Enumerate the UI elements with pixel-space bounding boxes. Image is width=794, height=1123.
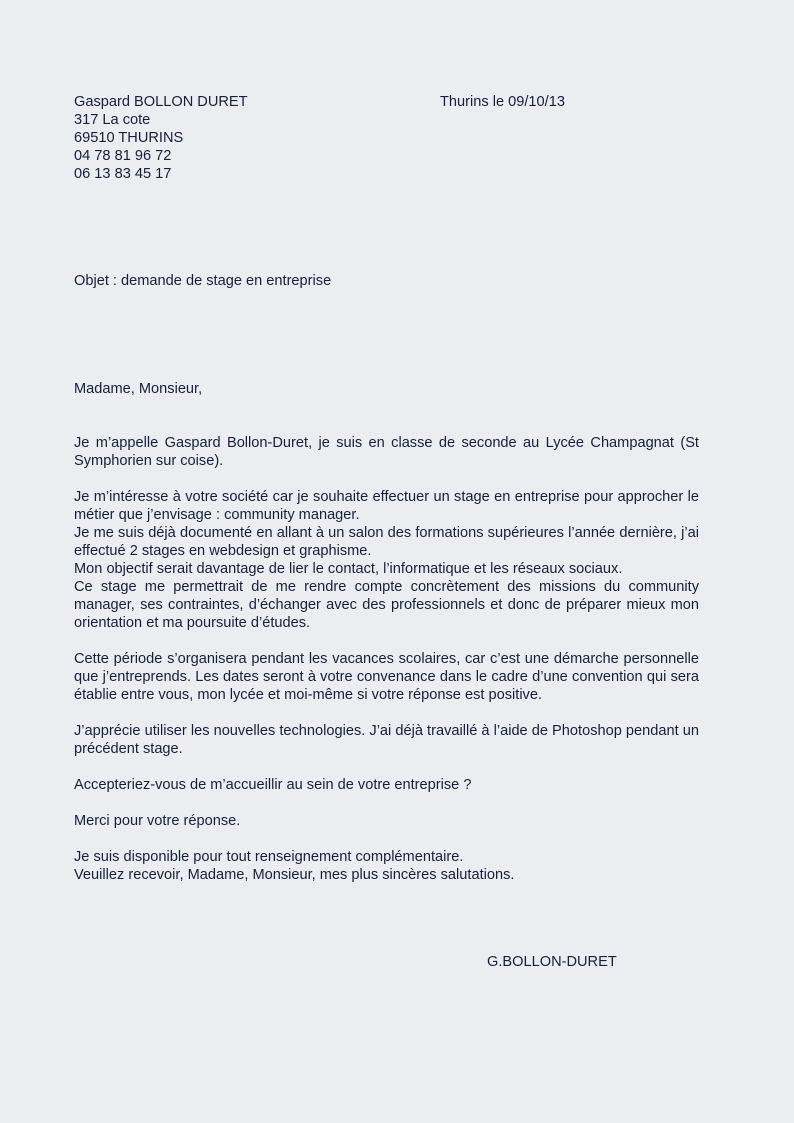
- sender-phone-mobile: 06 13 83 45 17: [74, 166, 172, 182]
- paragraph-thanks: Merci pour votre réponse.: [74, 813, 241, 829]
- paragraph-introduction: Je m’appelle Gaspard Bollon-Duret, je suis en classe de seconde au Lycée Champagnat (St Symphorien sur coise).: [74, 435, 699, 469]
- letter-subject: Objet : demande de stage en entreprise: [74, 273, 332, 289]
- paragraph-period: Cette période s’organisera pendant les vacances scolaires, car c’est une démarche personnelle que j’entreprends. Les dates seront à votre convenance dans le cadre d’une convention qui sera établie entre vous, mon lycée et moi-même si votre réponse est positive.: [74, 651, 699, 703]
- paragraph-experience: Je me suis déjà documenté en allant à un salon des formations supérieures l’année dernière, j’ai effectué 2 stages en webdesign et graphisme.: [74, 525, 699, 559]
- paragraph-internship-goals: Ce stage me permettrait de me rendre compte concrètement des missions du community manager, ses contraintes, d’échanger avec des professionnels et donc de préparer mieux mon orientation et ma poursuite d’études.: [74, 579, 699, 631]
- signature: G.BOLLON-DURET: [487, 954, 617, 970]
- letter-body: [74, 434, 699, 902]
- letter-greeting: Madame, Monsieur,: [74, 381, 203, 397]
- sender-city: 69510 THURINS: [74, 130, 184, 146]
- sender-street: 317 La cote: [74, 112, 151, 128]
- paragraph-request: Accepteriez-vous de m’accueillir au sein de votre entreprise ?: [74, 777, 472, 793]
- paragraph-objective: Mon objectif serait davantage de lier le contact, l’informatique et les réseaux sociaux.: [74, 561, 623, 577]
- paragraph-motivation: Je m’intéresse à votre société car je souhaite effectuer un stage en entreprise pour approcher le métier que j’envisage : community manager.: [74, 489, 699, 523]
- sender-phone-landline: 04 78 81 96 72: [74, 148, 172, 164]
- paragraph-skills: J’apprécie utiliser les nouvelles technologies. J’ai déjà travaillé à l’aide de Photoshop pendant un précédent stage.: [74, 723, 699, 757]
- place-and-date: Thurins le 09/10/13: [440, 94, 565, 110]
- paragraph-closing-salutation: Veuillez recevoir, Madame, Monsieur, mes plus sincères salutations.: [74, 867, 515, 883]
- sender-address-block: [74, 93, 248, 183]
- sender-name: Gaspard BOLLON DURET: [74, 94, 248, 110]
- paragraph-availability: Je suis disponible pour tout renseignement complémentaire.: [74, 849, 464, 865]
